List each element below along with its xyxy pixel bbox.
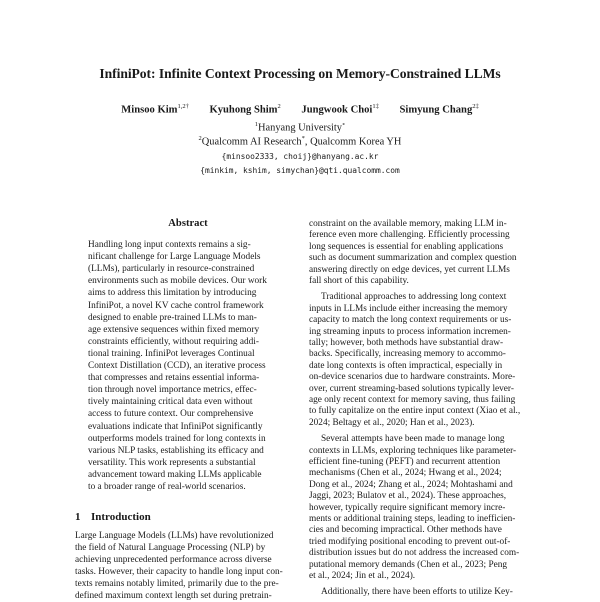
text-line: constraint on the available memory, making LLM in-: [309, 219, 507, 229]
text-line: nificant challenge for Large Language Models: [88, 252, 261, 263]
text-line: tasks. However, their capacity to handle long input con-: [75, 567, 283, 577]
text-line: constraints efficiently, without requiring addi-: [88, 336, 259, 347]
introduction-heading: 1 Introduction: [75, 511, 151, 523]
text-line: designed to enable pre-trained LLMs to man-: [88, 312, 257, 323]
text-line: tional training. InfiniPot leverages Continual: [88, 348, 255, 359]
text-line: age only recent context for memory saving, thus failing: [309, 395, 516, 405]
text-line: the field of Natural Language Processing (NLP) by: [75, 543, 266, 553]
text-line: texts remains notably limited, primarily due to the pre-: [75, 579, 279, 589]
text-line: various NLP tasks, establishing its efficacy and: [88, 445, 264, 456]
text-line: such as document summarization and complex question: [309, 253, 517, 264]
author: Minsoo Kim$^{1,2\dagger}$: [121, 103, 189, 116]
text-line: mechanisms (Chen et al., 2024; Hwang et al., 2024;: [309, 468, 502, 479]
text-line: ments or additional training steps, leading to inefficien-: [309, 514, 516, 524]
text-line: putational memory demands (Chen et al., 2023; Peng: [309, 559, 508, 570]
text-line: achieving unprecedented performance across diverse: [75, 555, 272, 565]
text-line: ing streaming inputs to process information incremen-: [309, 326, 511, 337]
text-line: age extensive sequences within fixed memory: [88, 324, 260, 335]
text-line: tally; however, both methods have substantial draw-: [309, 338, 504, 348]
text-line: tried modifying positional encoding to prevent out-of-: [309, 536, 511, 547]
text-line: Additionally, there have been efforts to utilize Key-: [321, 587, 513, 598]
text-line: inputs in LLMs include either increasing the memory: [309, 303, 508, 314]
text-line: Context Distillation (CCD), an iterative process: [88, 361, 266, 371]
text-line: InfiniPot, a novel KV cache control framework: [88, 300, 264, 311]
text-line: to fully capitalize on the entire input context (Xiao et al.,: [309, 406, 521, 417]
text-line: to a broader range of real-world scenarios.: [88, 482, 246, 492]
text-line: long sequences is essential for enabling applications: [309, 241, 504, 252]
affiliation-hanyang: $^1$Hanyang University∘: [254, 121, 346, 134]
text-line: backs. Specifically, increasing memory to accommo-: [309, 349, 506, 360]
text-line: Handling long input contexts remains a sig-: [88, 240, 251, 250]
text-line: Jaggi, 2023; Bulatov et al., 2024). These approaches,: [309, 491, 507, 502]
text-line: tively maintaining critical data even without: [88, 397, 253, 408]
text-line: over, current streaming-based solutions typically lever-: [309, 383, 514, 394]
author: Simyung Chang$^{2\ddagger}$: [399, 103, 479, 116]
text-line: capacity to match the long context requirements or us-: [309, 315, 512, 326]
text-line: Traditional approaches to addressing long context: [321, 292, 507, 303]
text-line: that compresses and retains essential informa-: [88, 373, 260, 384]
text-line: versatility. This work represents a substantial: [88, 457, 256, 468]
text-line: however, typically require significant memory incre-: [309, 502, 506, 513]
text-line: date long contexts is often impractical, especially in: [309, 360, 503, 371]
email-qualcomm: {minkim, kshim, simychan}@qti.qualcomm.com: [200, 166, 400, 175]
text-line: ference even more challenging. Efficiently processing: [309, 230, 510, 241]
text-line: distribution issues but do not address the increased com-: [309, 548, 520, 559]
text-line: on-device scenarios due to hardware constraints. More-: [309, 372, 516, 383]
author-list: [40, 103, 560, 116]
email-hanyang: {minsoo2333, choij}@hanyang.ac.kr: [221, 152, 379, 161]
author: Kyuhong Shim$^2$: [209, 103, 281, 116]
abstract-heading: Abstract: [168, 218, 208, 229]
text-line: environments such as mobile devices. Our work: [88, 276, 267, 287]
text-line: Large Language Models (LLMs) have revolutionized: [75, 531, 274, 541]
text-line: contexts in LLMs, exploring techniques like parameter-: [309, 445, 517, 456]
affiliation-qualcomm: $^2$Qualcomm AI Research*, Qualcomm Korea YH: [198, 135, 402, 148]
text-line: Dong et al., 2024; Zhang et al., 2024; Mohtashami and: [309, 479, 513, 490]
text-line: advancement toward making LLMs applicable: [88, 469, 262, 480]
text-line: tion through novel importance metrics, effec-: [88, 385, 257, 396]
paper-title: InfiniPot: Infinite Context Processing on Memory-Constrained LLMs: [99, 66, 501, 81]
text-line: answering directly on edge devices, yet current LLMs: [309, 264, 510, 275]
text-line: (LLMs), particularly in resource-constrained: [88, 264, 255, 275]
author: Jungwook Choi$^{1\ddagger}$: [301, 103, 379, 116]
text-line: evaluations indicate that InfiniPot significantly: [88, 421, 263, 432]
text-line: outperforms models trained for long contexts in: [88, 433, 266, 444]
text-line: Several attempts have been made to manage long: [321, 434, 505, 445]
text-line: fall short of this capability.: [309, 276, 409, 286]
text-line: efficient fine-tuning (PEFT) and recurrent attention: [309, 457, 501, 467]
text-line: defined maximum context length set during pretrain-: [75, 591, 272, 601]
text-line: cies and becoming impractical. Other methods have: [309, 525, 502, 536]
text-line: et al., 2024; Jin et al., 2024).: [309, 571, 416, 581]
text-line: aims to address this limitation by introducing: [88, 288, 257, 299]
text-line: access to future context. Our comprehensive: [88, 409, 254, 420]
text-line: 2024; Beltagy et al., 2020; Han et al., 2023).: [309, 417, 475, 428]
